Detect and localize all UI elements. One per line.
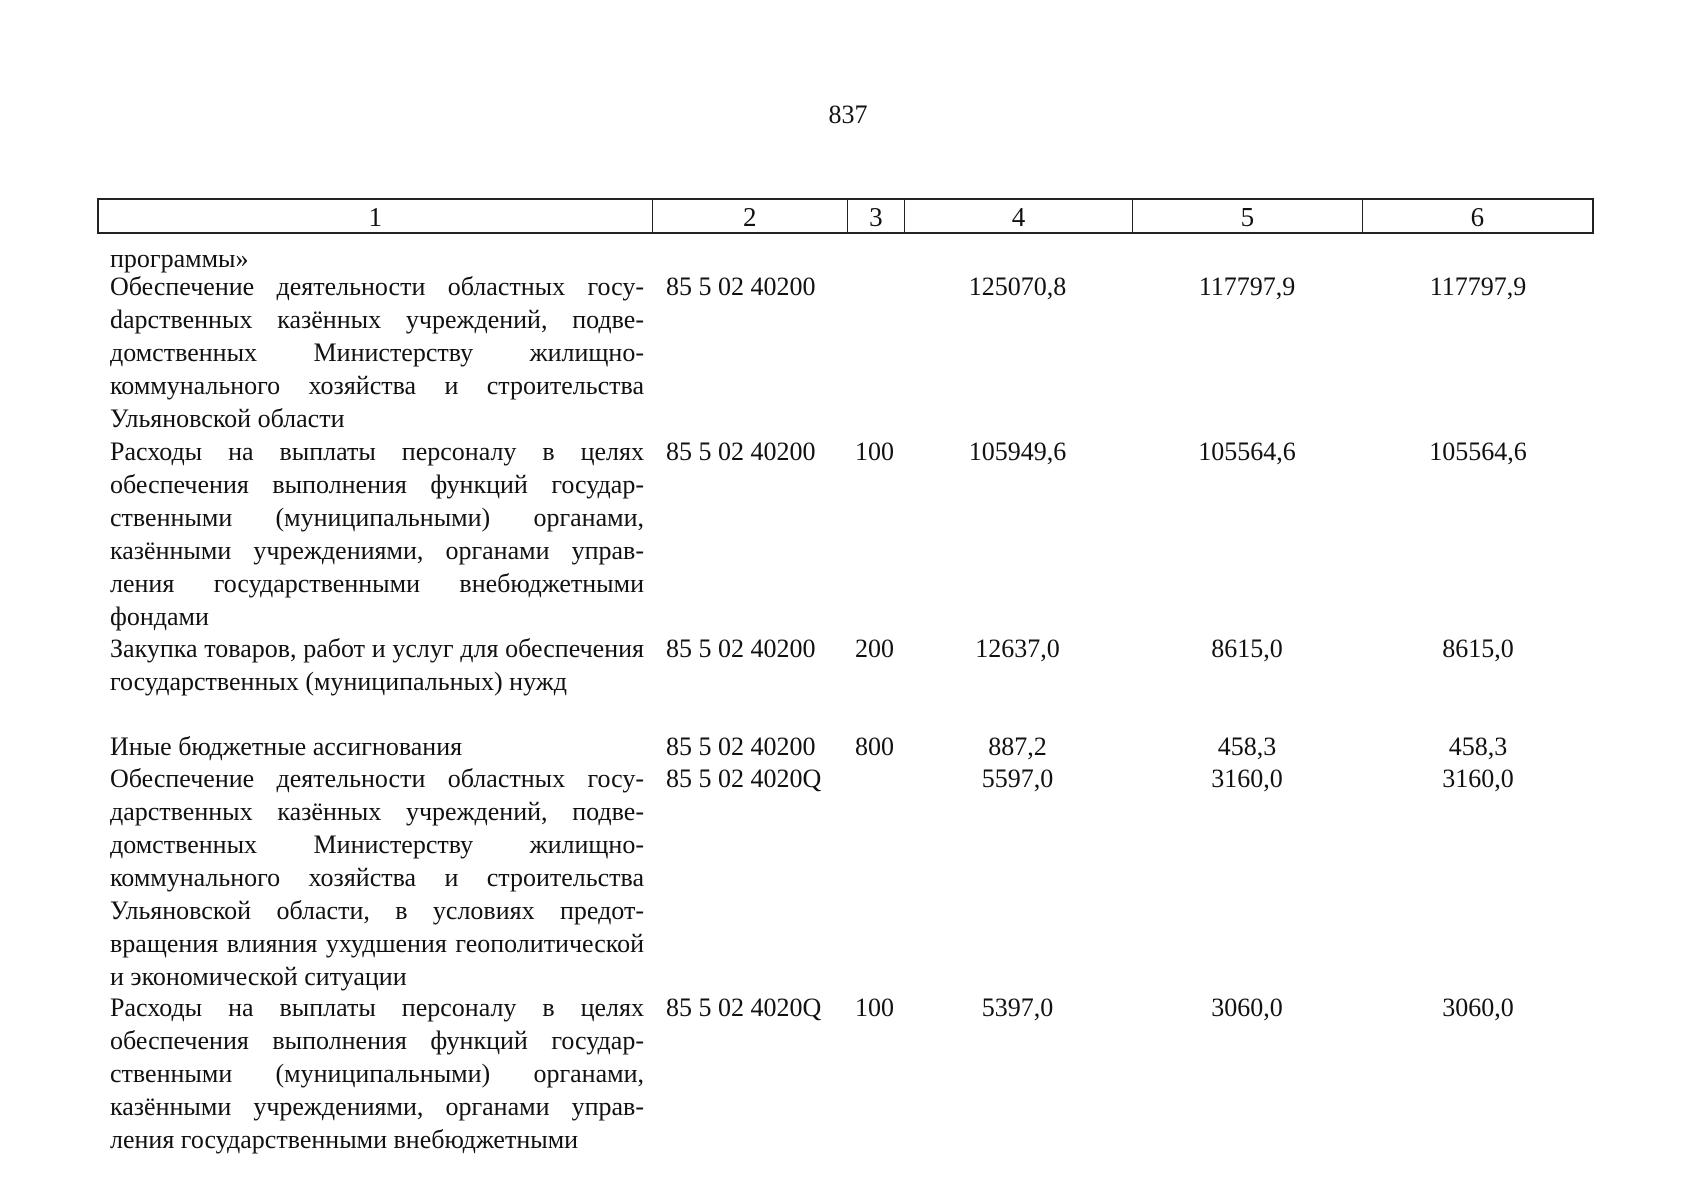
row-value-6: 3060,0 bbox=[1442, 993, 1514, 1022]
row-value-6: 8615,0 bbox=[1442, 634, 1514, 663]
row-value-4: 5397,0 bbox=[981, 993, 1054, 1022]
row-value-6: 3160,0 bbox=[1442, 764, 1514, 793]
page-number: 837 bbox=[828, 100, 868, 129]
row-value-5: 117797,9 bbox=[1198, 272, 1296, 301]
row-value-4: 12637,0 bbox=[975, 634, 1060, 663]
row-code: 85 5 02 40200 bbox=[666, 437, 816, 466]
row-expense-type: 100 bbox=[855, 437, 894, 466]
row-name: Иные бюджетные ассигнования bbox=[110, 732, 463, 761]
row-code: 85 5 02 40200 bbox=[666, 732, 816, 761]
row-code: 85 5 02 4020Q bbox=[666, 993, 822, 1022]
row-value-5: 8615,0 bbox=[1211, 634, 1283, 663]
row-value-6: 458,3 bbox=[1448, 732, 1508, 761]
column-header-6: 6 bbox=[1470, 201, 1485, 232]
column-header-4: 4 bbox=[905, 200, 1133, 232]
row-value-5: 3060,0 bbox=[1211, 993, 1283, 1022]
row-expense-type: 800 bbox=[855, 732, 894, 761]
row-expense-type: 100 bbox=[855, 993, 894, 1022]
row-value-6: 117797,9 bbox=[1429, 272, 1527, 301]
row-code: 85 5 02 40200 bbox=[666, 634, 816, 663]
column-header-5: 5 bbox=[1133, 200, 1362, 232]
row-value-4: 105949,6 bbox=[968, 437, 1067, 466]
column-header-1: 1 bbox=[99, 200, 653, 232]
table-column-header bbox=[97, 198, 1594, 234]
row-expense-type: 200 bbox=[855, 634, 894, 663]
row-name: Расходы на выплаты персоналу в целях обеспечения выполнения функций государственными (муниципальными) органами, казёнными учреждениями, органами управления государственными внебюджетными фондами bbox=[110, 437, 644, 631]
row-name: Обеспечение деятельности областных госуdарственных казённых учреждений, подведомственных Министерству жилищно-коммунального хозяйства и строительства Ульяновской области bbox=[110, 272, 644, 433]
row-value-4: 5597,0 bbox=[981, 764, 1054, 793]
row-value-4: 887,2 bbox=[988, 732, 1047, 761]
row-value-6: 105564,6 bbox=[1429, 437, 1527, 466]
row-name: Расходы на выплаты персоналу в целях обеспечения выполнения функций государственными (муниципальными) органами, казёнными учреждениями, органами управления государственными внебюджетными bbox=[110, 993, 644, 1154]
row-value-4: 125070,8 bbox=[968, 272, 1067, 301]
row-code: 85 5 02 4020Q bbox=[666, 764, 822, 793]
row-value-5: 458,3 bbox=[1217, 732, 1277, 761]
row-code: 85 5 02 40200 bbox=[666, 272, 816, 301]
row-name: Обеспечение деятельности областных государственных казённых учреждений, подведомственных Министерству жилищно-коммунального хозяйства и строительства Ульяновской области, в условиях предотвращения влияния ухудшения геополитической и экономической ситуации bbox=[110, 764, 644, 991]
row-value-5: 105564,6 bbox=[1198, 437, 1296, 466]
row-value-5: 3160,0 bbox=[1211, 764, 1283, 793]
column-header-2: 2 bbox=[653, 200, 848, 232]
row-name: программы» bbox=[110, 244, 249, 273]
column-header-3: 3 bbox=[848, 200, 905, 232]
row-name: Закупка товаров, работ и услуг для обеспечения государственных (муниципальных) нужд bbox=[110, 634, 644, 696]
